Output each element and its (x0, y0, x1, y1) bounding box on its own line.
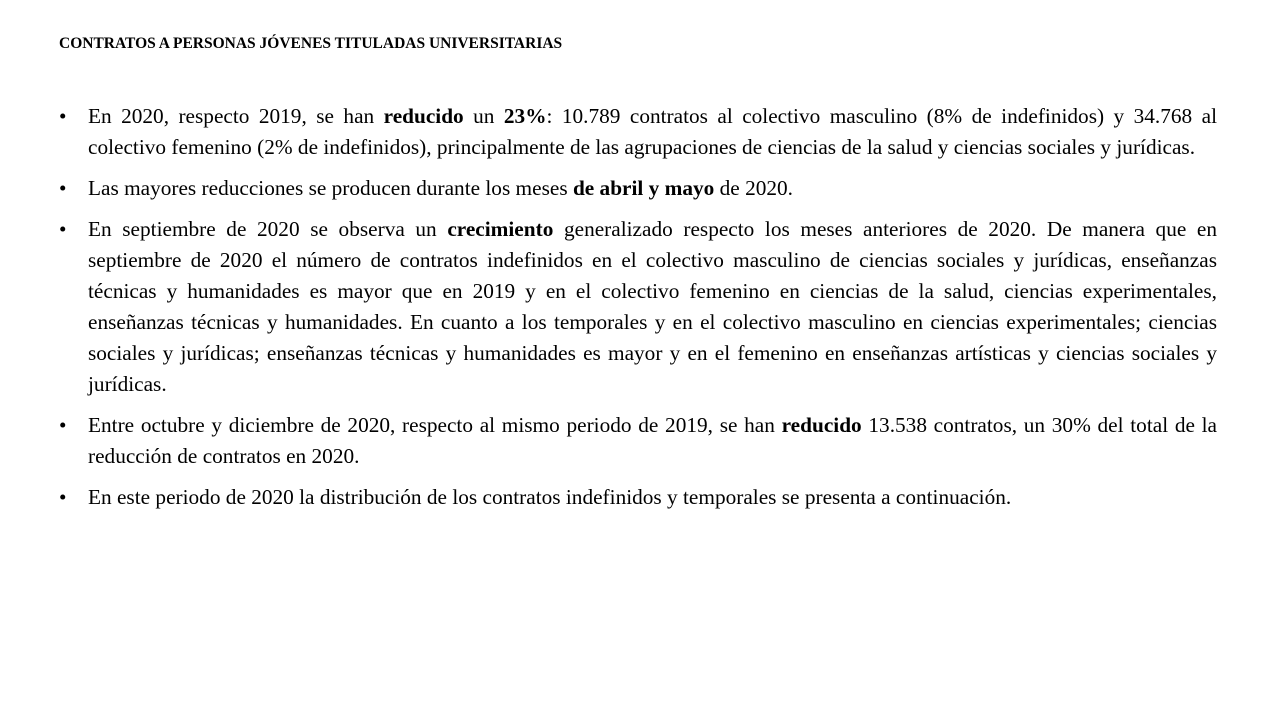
bullet-item (59, 173, 1217, 204)
text-segment: de 2020. (714, 176, 793, 200)
bold-text-segment: reducido (383, 104, 464, 128)
bold-text-segment: de abril y mayo (572, 176, 715, 200)
bullet-list (59, 101, 1217, 523)
bold-text-segment: reducido (781, 413, 862, 437)
bullet-item (59, 214, 1217, 400)
text-segment: En 2020, respecto 2019, se han (88, 104, 384, 128)
text-segment: : 10.789 contratos al colectivo masculino (8% de indefinidos) y 34.768 al colectivo femenino (2% de indefinidos), principalmente de las agrupaciones de ciencias de la salud y ciencias sociales y jurídicas. (88, 104, 1217, 159)
slide-title: CONTRATOS A PERSONAS JÓVENES TITULADAS UNIVERSITARIAS (59, 35, 563, 52)
bullet-marker: • (59, 413, 67, 437)
text-segment: Las mayores reducciones se producen durante los meses (88, 176, 573, 200)
text-segment: un (463, 104, 504, 128)
bullet-item (59, 410, 1217, 472)
text-segment: generalizado respecto los meses anteriores de 2020. De manera que en septiembre de 2020 el número de contratos indefinidos en el colectivo masculino de ciencias sociales y jurídicas, enseñanzas técnicas y humanidades es mayor que en 2019 y en el colectivo femenino en ciencias de la salud, ciencias experimentales, enseñanzas técnicas y humanidades. En cuanto a los temporales y en el colectivo masculino en ciencias experimentales; ciencias sociales y jurídicas; enseñanzas técnicas y humanidades es mayor y en el femenino en enseñanzas artísticas y ciencias sociales y jurídicas. (88, 217, 1217, 396)
text-segment: 13.538 contratos, un 30% del total de la reducción de contratos en 2020. (88, 413, 1217, 468)
bullet-marker: • (59, 176, 67, 200)
text-segment: En septiembre de 2020 se observa un (88, 217, 448, 241)
bullet-marker: • (59, 485, 67, 509)
text-segment: Entre octubre y diciembre de 2020, respecto al mismo periodo de 2019, se han (88, 413, 782, 437)
bullet-item (59, 482, 1217, 513)
text-segment: En este periodo de 2020 la distribución de los contratos indefinidos y temporales se presenta a continuación. (88, 485, 1012, 509)
bold-text-segment: crecimiento (447, 217, 554, 241)
bullet-marker: • (59, 104, 67, 128)
bold-text-segment: 23% (503, 104, 547, 128)
bullet-item (59, 101, 1217, 163)
bullet-marker: • (59, 217, 67, 241)
